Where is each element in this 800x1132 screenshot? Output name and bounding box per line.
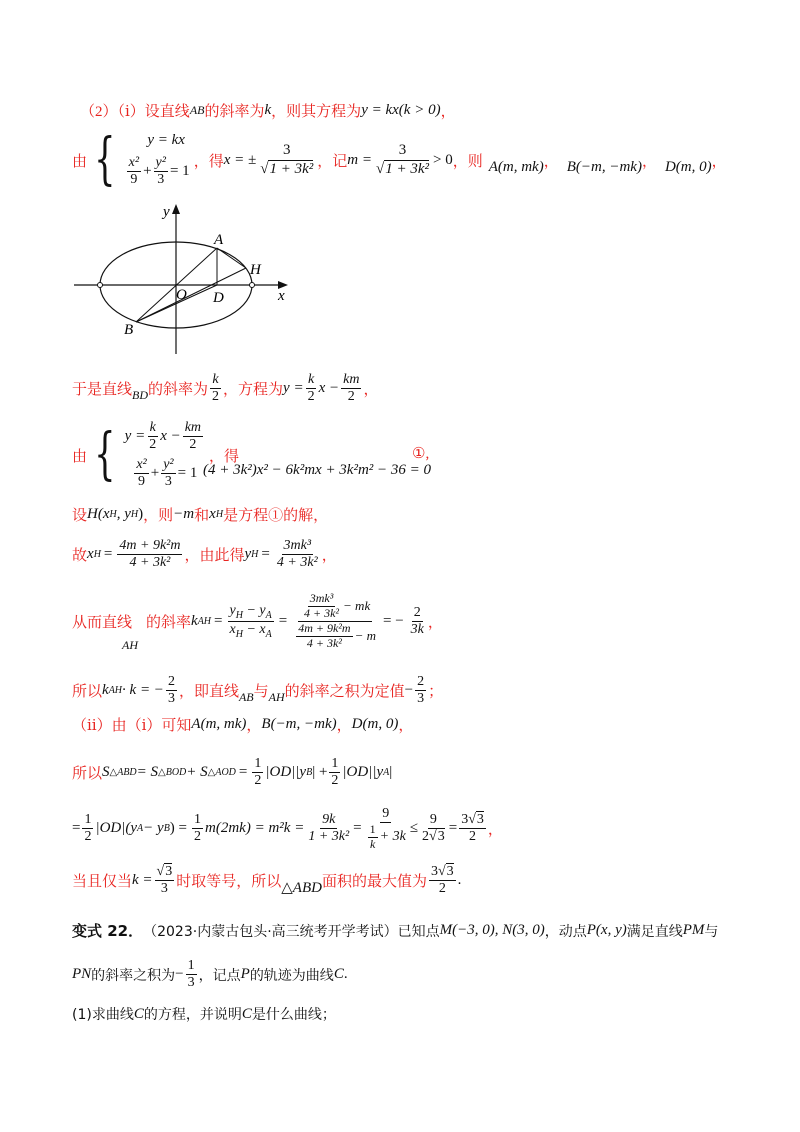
fraction: $\frac{\text{y²}}{3}$ <box>155 155 166 188</box>
fraction: $\frac{\text{y²}}{3}$ <box>163 457 174 490</box>
system2-equations: y = $\frac{k}{2}$ x − $\frac{km}{2}$ $\frac{\text{x²}}{9}$ + $\frac{\text{y²}}{3}$ = 1 <box>124 420 202 490</box>
slope-bd-line: 于是直线 BD 的斜率为 $\frac{k}{2}$ ，方程为 y = $\frac{k}{2}$ x − $\frac{km}{2}$ ， <box>72 372 379 405</box>
y-axis-arrow <box>172 204 180 214</box>
part-ii-line: （ⅱ）由（ⅰ）可知 A(m, mk) ， B(−m, −mk) ， D(m, 0) ， <box>72 716 414 734</box>
fraction: $\frac{k}{2}$ <box>307 372 315 405</box>
fraction: $\frac{1}{3}$ <box>187 958 195 991</box>
line-ah <box>217 248 246 268</box>
ellipse-figure <box>70 196 300 358</box>
left-vertex <box>98 283 103 288</box>
fraction: $\frac{k}{2}$ <box>212 372 220 405</box>
x-axis-label: x <box>278 288 285 304</box>
fraction: $\frac{1}{2}$ <box>194 812 202 845</box>
equality-line: 当且仅当 k = $\frac{√3}{3}$ 时取等号，所以 △ABD 面积的最大值为 $\frac{3√3}{2}$ . <box>72 864 462 897</box>
fraction: $\frac{3}{\text{√1 + 3k²}}$ <box>375 142 429 177</box>
fraction: $\frac{km}{2}$ <box>184 420 202 453</box>
variant-22-line-2: PN 的斜率之积为 − $\frac{1}{3}$ ，记点 P 的轨迹为曲线 C . <box>72 958 348 991</box>
area-line-2: = $\frac{1}{2}$ |OD|(y A − y B ) = $\frac{1}{2}$ m(2mk) = m²k = $\frac{9k}{\text{1 + 3k²}}$ = 9 $\frac{1}{k}$ + 3k ≤ $\frac{9}{2√3}$ = $\frac{3√3}{2}$ ， <box>72 806 503 851</box>
quadratic-equation: (4 + 3k²)x² − 6k²mx + 3k²m² − 36 = 0 <box>203 462 432 478</box>
fraction: $\frac{\text{4m + 9k²m}}{\text{4 + 3k²}}$ <box>119 538 181 571</box>
fraction: $\frac{1}{2}$ <box>84 812 92 845</box>
variant-22-line-1: 变式 22． （2023·内蒙古包头·高三统考开学考试）已知点 M(−3, 0), N(3, 0) ，动点 P(x, y) 满足直线 PM 与 <box>72 922 719 940</box>
line-bh <box>136 268 246 322</box>
fraction: $\frac{3√3}{2}$ <box>461 812 484 845</box>
fraction: $\frac{y_H - y_A}{x_H - x_A}$ <box>229 602 272 640</box>
fraction: $\frac{\text{x²}}{9}$ <box>128 155 140 188</box>
equation-marker: ①, <box>412 446 430 462</box>
system2-line: 由 { y = $\frac{k}{2}$ x − $\frac{km}{2}$ $\frac{\text{x²}}{9}$ + $\frac{\text{y²}}{3}$ = 1 ，得 <box>72 420 240 490</box>
y-axis-label: y <box>163 204 170 220</box>
fraction: $\frac{√3}{3}$ <box>156 864 173 897</box>
fraction: $\frac{\text{3mk³}}{\text{4 + 3k²}}$ <box>276 538 318 571</box>
fraction: $\frac{3}{\text{√1 + 3k²}}$ <box>260 142 314 177</box>
brace-symbol: { <box>94 127 116 193</box>
slope-product-line: 所以 k AH · k = − $\frac{2}{3}$ ，即直线 AB 与 AH 的斜率之积为定值 − $\frac{2}{3}$ ； <box>72 674 444 707</box>
fraction: $\frac{2}{3}$ <box>167 674 175 707</box>
part-i-intro: （2）（ⅰ）设直线 AB 的斜率为 k ，则其方程为 y = kx (k > 0) ， <box>80 102 456 120</box>
fraction: $\frac{\text{x²}}{9}$ <box>136 457 147 490</box>
fraction: $\frac{3√3}{2}$ <box>430 864 454 897</box>
fraction: $\frac{1}{2}$ <box>254 756 262 789</box>
system1-equations: y = kx $\frac{\text{x²}}{9}$ + $\frac{\text{y²}}{3}$ = 1 <box>128 132 190 188</box>
fraction: $\frac{9}{2√3}$ <box>422 812 445 845</box>
system1-line: 由 { y = kx $\frac{\text{x²}}{9}$ + $\frac{\text{y²}}{3}$ = 1 ，得 x = ± $\frac{3}{\text{√1 + 3k²}}$ ，记 m = $\frac{3}{\text{√1 + 3k²}}$ > 0 ，则 A(m, mk) ， B(−m, −mk) ， D(m, 0) ， <box>72 127 727 193</box>
xh-line: 故 x H = $\frac{\text{4m + 9k²m}}{\text{4 + 3k²}}$ ，由此得 y H = $\frac{\text{3mk³}}{\text{4 + 3k²}}$ ， <box>72 538 337 571</box>
compound-fraction: $\frac{\text{3mk³}}{\text{4 + 3k²}}$ − mk $\frac{\text{4m + 9k²m}}{\text{4 + 3k²}}$ − m <box>298 591 376 650</box>
fraction: $\frac{9k}{\text{1 + 3k²}}$ <box>308 812 350 845</box>
fraction: 9 $\frac{1}{k}$ + 3k <box>369 806 406 851</box>
variant-label: 变式 22． <box>72 922 144 940</box>
fraction: $\frac{2}{3}$ <box>417 674 425 707</box>
fraction: $\frac{2}{3k}$ <box>410 604 424 637</box>
point-a-label: A <box>214 232 224 248</box>
question-1: (1)求曲线 C 的方程，并说明 C 是什么曲线； <box>72 1005 336 1023</box>
point-h-line: 设 H(x H , y H ) ，则 −m 和 x H 是方程①的解， <box>72 506 329 524</box>
point-o-label: O <box>176 287 187 303</box>
point-d-label: D <box>213 290 224 306</box>
right-vertex <box>250 283 255 288</box>
fraction: $\frac{k}{2}$ <box>149 420 157 453</box>
brace-symbol: { <box>94 422 116 488</box>
fraction: $\frac{1}{2}$ <box>331 756 339 789</box>
point-b-label: B <box>124 322 134 338</box>
slope-ah-line: 从而直线 AH 的斜率 k AH = $\frac{y_H - y_A}{x_H - x_A}$ = $\frac{\text{3mk³}}{\text{4 + 3k²}}$ − mk $\frac{\text{4m + 9k²m}}{\text{4 + 3k²}}$ − m = − $\frac{2}{3k}$ ， <box>72 591 443 652</box>
point-h-label: H <box>250 262 261 278</box>
area-line-1: 所以 S △ABD = S △BOD + S △AOD = $\frac{1}{2}$ |OD||y B | + $\frac{1}{2}$ |OD||y A | <box>72 756 393 789</box>
fraction: $\frac{km}{2}$ <box>343 372 360 405</box>
